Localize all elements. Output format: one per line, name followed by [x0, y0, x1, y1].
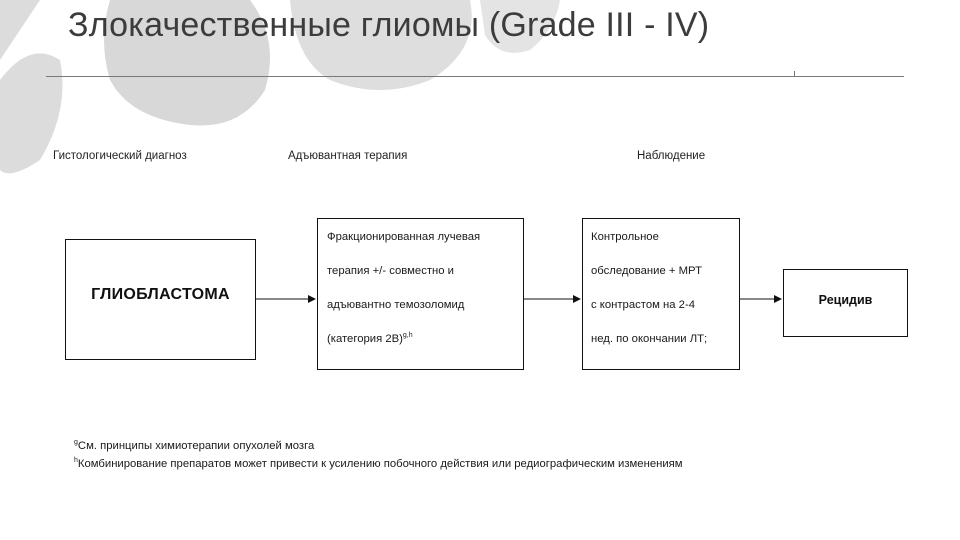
adjuvant-line-4: (категория 2B) — [327, 333, 403, 345]
footnote-g-marker: g — [74, 439, 78, 447]
footnote-h — [74, 458, 683, 470]
adjuvant-line-2: терапия +/- совместно и — [327, 265, 454, 277]
observation-line-2: обследование + МРТ — [591, 265, 702, 277]
relapse-box — [783, 269, 908, 337]
observation-box — [582, 218, 740, 370]
adjuvant-therapy-box — [317, 218, 524, 370]
column-header-adjuvant: Адъювантная терапия — [288, 150, 408, 162]
footnote-g-text: См. принципы химиотерапии опухолей мозга — [77, 440, 315, 452]
column-header-histology: Гистологический диагноз — [53, 150, 187, 162]
slide-title: Злокачественные глиомы (Grade III - IV) — [68, 6, 710, 44]
adjuvant-footnote-refs: g,h — [402, 332, 413, 340]
observation-line-1: Контрольное — [591, 231, 659, 243]
footnote-g — [74, 440, 314, 452]
relapse-label: Рецидив — [818, 293, 873, 307]
adjuvant-line-3: адъювантно темозоломид — [327, 299, 465, 311]
glioblastoma-label: ГЛИОБЛАСТОМА — [91, 286, 230, 303]
footnote-h-text: Комбинирование препаратов может привести к усилению побочного действия или редиографическим изменениям — [77, 458, 683, 470]
adjuvant-line-1: Фракционированная лучевая — [327, 231, 481, 243]
footnote-h-marker: h — [74, 457, 78, 465]
column-header-observation: Наблюдение — [637, 150, 706, 162]
adjuvant-line-4-wrap — [327, 333, 413, 345]
observation-line-3: с контрастом на 2-4 — [591, 299, 695, 311]
glioblastoma-box — [65, 239, 256, 360]
observation-line-4: нед. по окончании ЛТ; — [591, 333, 708, 345]
